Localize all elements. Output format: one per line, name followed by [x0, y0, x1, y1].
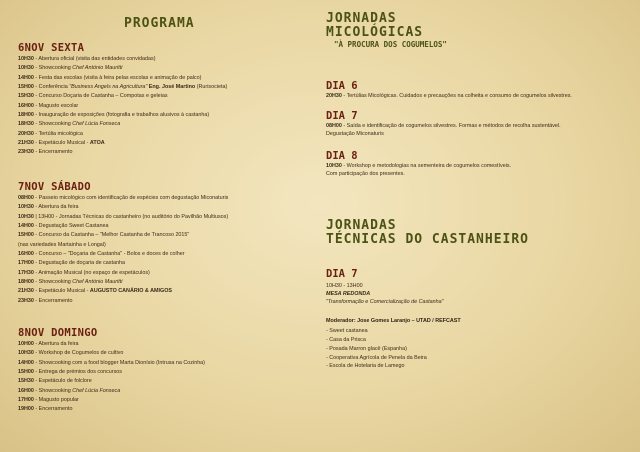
schedule-item	[18, 194, 308, 203]
micologicas-day	[326, 80, 626, 100]
micologicas-day-heading: DIA 7	[326, 110, 358, 122]
schedule-item	[18, 396, 308, 405]
item-time: 14H00	[18, 359, 34, 366]
schedule-item	[18, 83, 308, 92]
schedule-item	[18, 287, 308, 296]
item-time: 08H00	[18, 195, 34, 201]
item-text: - Conferência	[33, 84, 70, 91]
item-italic: Chef António Mauritti	[72, 65, 123, 72]
item-text: - Showcooking com a food blogger Marta Dionísio (Intrusa na Cozinha)	[33, 359, 205, 366]
item-text: - Degustação Sweet Castanea	[33, 223, 109, 230]
item-time: 10H30	[18, 65, 34, 72]
schedule-item	[18, 222, 308, 231]
item-time: 14H00	[18, 74, 34, 81]
tecnicas-mesa: MESA REDONDA	[326, 291, 371, 298]
participant: - Posada Marron glacê (Espanha)	[326, 345, 407, 352]
programa-day	[18, 327, 308, 415]
item-time: 21H30	[18, 140, 34, 147]
item-text: - Festa das escolas (visita à feira pelas escolas e animação de palco)	[33, 74, 202, 81]
item-bold: ATOA	[89, 140, 105, 147]
micologicas-title-1: JORNADAS	[326, 11, 397, 26]
line-text: - Saída e identificação de cogumelos silvestres. Formas e métodos de recolha sustentável.	[341, 123, 561, 129]
day-items	[18, 55, 308, 158]
item-time: 15H30	[18, 93, 34, 100]
item-text: - Magusto escolar	[33, 102, 79, 109]
item-text: - Showcooking	[33, 121, 73, 128]
micologicas-line	[326, 162, 626, 170]
item-time: 15H30	[18, 378, 34, 385]
micologicas-line	[326, 122, 626, 130]
item-time: 17H00	[18, 397, 34, 404]
micologicas-section	[326, 12, 447, 49]
participant: - Escola de Hotelaria de Lamego	[326, 363, 405, 370]
line-time: 20H30	[326, 93, 342, 99]
schedule-item	[18, 92, 308, 101]
schedule-item	[18, 55, 308, 64]
item-time: 15H00	[18, 232, 34, 239]
item-time: 10H30	[18, 204, 34, 211]
schedule-item	[18, 120, 308, 129]
item-text: - Espetáculo Musical -	[33, 288, 90, 295]
micologicas-day	[326, 150, 626, 178]
item-time: 17H30	[18, 269, 34, 276]
item-time: 16H00	[18, 387, 34, 394]
item-italic: Chef António Mauritti	[72, 279, 123, 286]
day-items	[18, 194, 308, 306]
schedule-item	[18, 269, 308, 278]
item-time: 10H30	[18, 56, 34, 62]
micologicas-day-heading: DIA 8	[326, 150, 358, 162]
item-time: 15H00	[18, 84, 34, 91]
schedule-item	[18, 130, 308, 139]
schedule-item	[18, 74, 308, 83]
schedule-item	[18, 213, 308, 222]
item-text: - Showcooking	[33, 279, 73, 286]
micologicas-day	[326, 110, 626, 138]
schedule-item	[18, 297, 308, 306]
tecnicas-section	[326, 219, 529, 247]
item-text: - Showcooking	[33, 65, 73, 72]
item-text: - Passeio micológico com identificação de espécies com degustação Miconaturis	[33, 195, 229, 201]
item-text: - Concurso da Castanha – "Melhor Castanha de Trancoso 2015"	[33, 232, 190, 239]
item-text: - Abertura da feira	[33, 341, 79, 347]
schedule-item	[18, 259, 308, 268]
schedule-item	[18, 405, 308, 414]
schedule-item	[18, 231, 308, 240]
schedule-item	[18, 64, 308, 73]
day-heading: 8NOV DOMINGO	[18, 327, 98, 339]
item-text: - Entrega de prémios dos concursos	[33, 369, 122, 376]
item-text: - Encerramento	[33, 406, 73, 413]
item-italic: Chef Lúcia Fonseca	[72, 387, 121, 394]
schedule-item	[18, 102, 308, 111]
item-text: (Rurisocieta)	[195, 84, 228, 91]
programa-title: PROGRAMA	[124, 16, 195, 31]
item-italic: Chef Lúcia Fonseca	[72, 121, 121, 128]
item-text: | 13H00 - Jornadas Técnicas do castanheiro (no auditório do Pavilhão Multiusos)	[33, 213, 229, 220]
item-text: - Magusto popular	[33, 397, 79, 404]
item-time: 21H30	[18, 288, 34, 295]
item-text: - Animação Musical (no espaço de espetáculos)	[33, 269, 150, 276]
schedule-item	[18, 278, 308, 287]
line-text: - Workshop e metodologias na sementeira de cogumelos comestíveis.	[341, 163, 512, 169]
item-text: - Inauguração de exposições (fotografia e trabalhos alusivos à castanha)	[33, 112, 210, 119]
item-time: 10H30	[18, 213, 34, 220]
schedule-item	[18, 368, 308, 377]
item-text: - Encerramento	[33, 149, 73, 156]
participant: - Casa da Prisca	[326, 336, 366, 343]
tecnicas-details	[326, 268, 626, 371]
item-text: - Abertura da feira	[33, 204, 79, 211]
line-time: 08H00	[326, 123, 342, 129]
micologicas-line	[326, 130, 626, 138]
schedule-item	[18, 349, 308, 358]
item-time: 10H30	[18, 350, 34, 357]
item-time: 20H30	[18, 130, 34, 137]
day-heading: 7NOV SÁBADO	[18, 181, 91, 193]
tecnicas-topic: "Transformação e Comercialização de Castanha"	[326, 299, 444, 306]
item-text: - Abertura oficial (visita das entidades convidadas)	[33, 56, 156, 62]
line-time: 10H30	[326, 163, 342, 169]
programa-day	[18, 42, 308, 158]
day-items	[18, 340, 308, 415]
schedule-item	[18, 241, 308, 250]
schedule-item	[18, 203, 308, 212]
micologicas-line	[326, 170, 626, 178]
item-text: - Workshop de Cogumelos de cultivo	[33, 350, 124, 357]
line-text: Com participação dos presentes.	[326, 171, 405, 178]
item-text: - Showcooking	[33, 387, 73, 394]
item-italic: "Business Angels na Agricultura"	[69, 84, 148, 91]
day-heading: 6NOV SEXTA	[18, 42, 85, 54]
tecnicas-title-1: JORNADAS	[326, 218, 397, 233]
item-time: 18H30	[18, 121, 34, 128]
micologicas-subtitle: "À PROCURA DOS COGUMELOS"	[334, 40, 447, 49]
schedule-item	[18, 139, 308, 148]
participant: - Cooperativa Agrícola de Penela da Beira	[326, 354, 427, 361]
item-time: 17H00	[18, 260, 34, 267]
item-text: - Concurso – "Doçaria de Castanha" - Bolos e doces de colher	[33, 251, 185, 258]
item-time: 16H00	[18, 102, 34, 109]
item-time: 14H00	[18, 223, 34, 230]
line-text: - Tertúlias Micológicas. Cuidados e precauções na colheita e consumo de cogumelos silvestres.	[341, 93, 572, 99]
item-time: 23H30	[18, 297, 34, 304]
item-text: - Concurso Doçaria de Castanha – Compotas e geleias	[33, 93, 168, 100]
micologicas-day-heading: DIA 6	[326, 80, 358, 92]
tecnicas-time: 10H30 - 13H00	[326, 283, 363, 289]
schedule-item	[18, 340, 308, 349]
tecnicas-title-2: TÉCNICAS DO CASTANHEIRO	[326, 232, 530, 247]
programa-day	[18, 181, 308, 306]
item-time: 23H30	[18, 149, 34, 156]
schedule-item	[18, 111, 308, 120]
schedule-item	[18, 148, 308, 157]
item-text: - Degustação de doçaria de castanha	[33, 260, 125, 267]
tecnicas-moderator: Moderador: Jose Gomes Laranjo – UTAD / REFCAST	[326, 317, 461, 324]
micologicas-title-2: MICOLÓGICAS	[326, 25, 424, 40]
item-text: - Tertúlia micológica	[33, 130, 83, 137]
schedule-item	[18, 359, 308, 368]
micologicas-line	[326, 92, 626, 100]
schedule-item	[18, 377, 308, 386]
participant: - Sweet castanea	[326, 327, 368, 334]
item-text: (nas variedades Martainha e Longal)	[18, 241, 106, 248]
schedule-item	[18, 387, 308, 396]
item-time: 16H00	[18, 251, 34, 258]
item-bold: AUGUSTO CANÁRIO & AMIGOS	[89, 288, 172, 295]
item-text: - Encerramento	[33, 297, 73, 304]
line-text: Degustação Miconaturis	[326, 131, 384, 138]
schedule-item	[18, 250, 308, 259]
tecnicas-day: DIA 7	[326, 268, 358, 280]
item-time: 18H00	[18, 112, 34, 119]
participants-list	[326, 327, 626, 372]
item-text: - Espetáculo de folclore	[33, 378, 92, 385]
item-time: 15H00	[18, 369, 34, 376]
item-time: 10H00	[18, 341, 34, 347]
item-bold: Eng. José Martino	[147, 84, 196, 91]
item-text: - Espetáculo Musical -	[33, 140, 90, 147]
item-time: 18H00	[18, 279, 34, 286]
item-time: 19H00	[18, 406, 34, 413]
